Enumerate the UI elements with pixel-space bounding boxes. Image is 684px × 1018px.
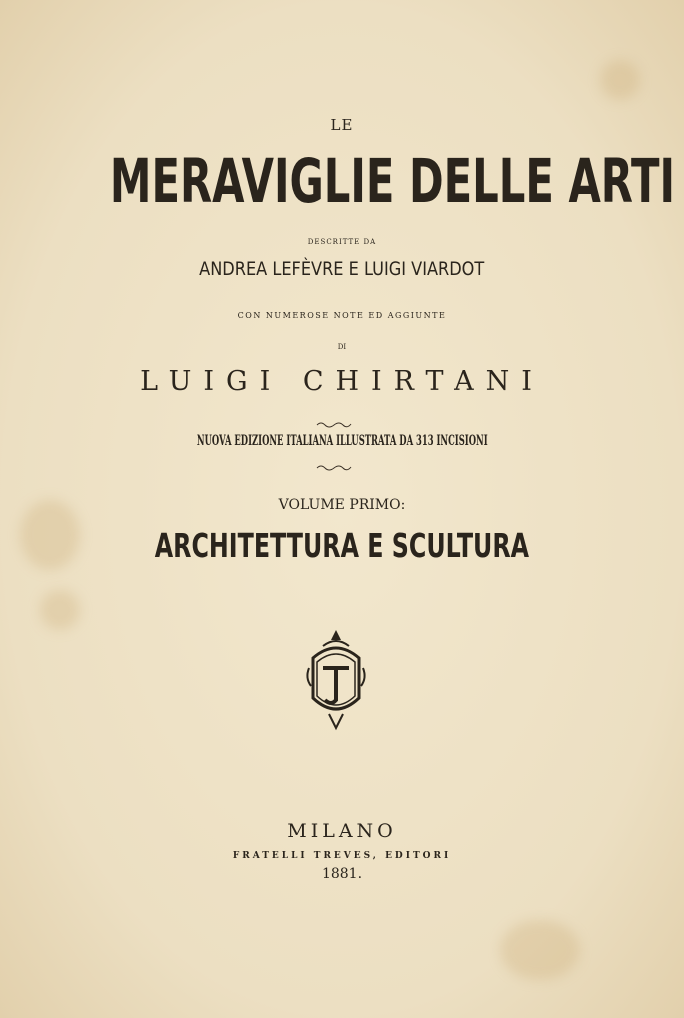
editor-name: LUIGI CHIRTANI (140, 366, 544, 397)
described-by-label: DESCRITTE DA (307, 238, 377, 246)
notes-label: CON NUMEROSE NOTE ED AGGIUNTE (237, 311, 447, 320)
volume-title-text: ARCHITETTURA E SCULTURA (154, 526, 530, 565)
edition-note-text: NUOVA EDIZIONE ITALIANA ILLUSTRATA DA 313 INCISIONI (196, 433, 488, 449)
authors (0, 258, 684, 280)
publication-year: 1881. (321, 866, 363, 882)
volume-label: VOLUME PRIMO: (278, 497, 406, 513)
publisher-name: FRATELLI TREVES, EDITORI (232, 851, 452, 861)
ornament-swash-icon (316, 463, 352, 471)
authors-text: ANDREA LEFÈVRE E LUIGI VIARDOT (199, 258, 485, 280)
by-label: DI (337, 343, 347, 351)
edition-note (0, 433, 684, 449)
book-title (0, 146, 684, 216)
publication-city: MILANO (287, 820, 397, 842)
title-article: LE (330, 116, 354, 134)
book-title-text: MERAVIGLIE DELLE ARTI (109, 145, 676, 217)
volume-title (0, 526, 684, 565)
ornament-swash-icon (316, 420, 352, 428)
publisher-monogram-emblem-icon (303, 628, 369, 732)
